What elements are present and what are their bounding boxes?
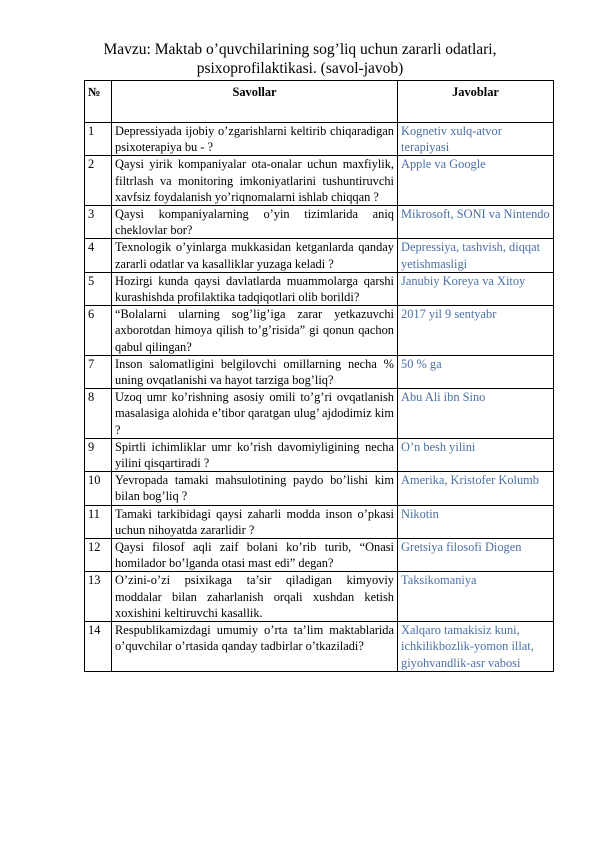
row-number: 13 — [85, 572, 112, 622]
row-answer: Abu Ali ibn Sino — [398, 389, 554, 439]
table-row — [85, 622, 554, 672]
row-question: Hozirgi kunda qaysi davlatlarda muammolarga qarshi kurashishda profilaktika tadqiqotlari olib borildi? — [112, 272, 398, 305]
header-answers: Javoblar — [398, 81, 554, 123]
table-row — [85, 472, 554, 505]
header-number: № — [85, 81, 112, 123]
row-answer: 2017 yil 9 sentyabr — [398, 306, 554, 356]
qa-table — [84, 80, 554, 672]
row-number: 4 — [85, 239, 112, 272]
row-question: Texnologik o’yinlarga mukkasidan ketganlarda qanday zararli odatlar va kasalliklar yuzaga keladi ? — [112, 239, 398, 272]
row-question: O’zini-o’zi psixikaga ta’sir qiladigan kimyoviy moddalar bilan zaharlanish orqali xushdan ketish xoxishini keltiruvchi kasallik. — [112, 572, 398, 622]
row-number: 8 — [85, 389, 112, 439]
row-answer: Taksikomaniya — [398, 572, 554, 622]
row-answer: Kognetiv xulq-atvor terapiyasi — [398, 123, 554, 156]
row-number: 14 — [85, 622, 112, 672]
table-row — [85, 389, 554, 439]
table-row — [85, 272, 554, 305]
table-row — [85, 156, 554, 206]
row-answer: Mikrosoft, SONI va Nintendo — [398, 206, 554, 239]
table-row — [85, 572, 554, 622]
row-number: 3 — [85, 206, 112, 239]
table-row — [85, 206, 554, 239]
row-answer: 50 % ga — [398, 355, 554, 388]
row-answer: Gretsiya filosofi Diogen — [398, 539, 554, 572]
row-number: 12 — [85, 539, 112, 572]
page-title — [60, 40, 540, 78]
row-answer: O’n besh yilini — [398, 438, 554, 471]
row-question: Yevropada tamaki mahsulotining paydo bo’lishi kim bilan bog’liq ? — [112, 472, 398, 505]
table-row — [85, 539, 554, 572]
row-answer: Apple va Google — [398, 156, 554, 206]
row-answer: Amerika, Kristofer Kolumb — [398, 472, 554, 505]
row-question: Uzoq umr ko’rishning asosiy omili to’g’ri ovqatlanish masalasiga alohida e’tibor qaratgan ulug’ ajdodimiz kim ? — [112, 389, 398, 439]
row-question: Tamaki tarkibidagi qaysi zaharli modda inson o’pkasi uchun nihoyatda zararlidir ? — [112, 505, 398, 538]
row-answer: Janubiy Koreya va Xitoy — [398, 272, 554, 305]
row-question: Qaysi kompaniyalarning o’yin tizimlarida aniq cheklovlar bor? — [112, 206, 398, 239]
row-number: 7 — [85, 355, 112, 388]
table-row — [85, 505, 554, 538]
row-question: Depressiyada ijobiy o’zgarishlarni keltirib chiqaradigan psixoterapiya bu - ? — [112, 123, 398, 156]
row-answer: Nikotin — [398, 505, 554, 538]
row-question: Inson salomatligini belgilovchi omillarning necha % uning ovqatlanishi va hayot tarziga bog’liq? — [112, 355, 398, 388]
row-question: “Bolalarni ularning sog’lig’iga zarar yetkazuvchi axborotdan himoya qilish to’g’risida” gi qonun qachon qabul qilingan? — [112, 306, 398, 356]
row-number: 9 — [85, 438, 112, 471]
row-question: Qaysi yirik kompaniyalar ota-onalar uchun maxfiylik, filtrlash va monitoring imkoniyatlarini tushuntiruvchi xavfsiz foydalanish yo’riqnomalarni ishlab chiqqan ? — [112, 156, 398, 206]
table-row — [85, 239, 554, 272]
row-answer: Xalqaro tamakisiz kuni, ichkilikbozlik-yomon illat, giyohvandlik-asr vabosi — [398, 622, 554, 672]
row-answer: Depressiya, tashvish, diqqat yetishmasligi — [398, 239, 554, 272]
table-row — [85, 306, 554, 356]
table-row — [85, 123, 554, 156]
row-number: 1 — [85, 123, 112, 156]
row-number: 5 — [85, 272, 112, 305]
table-row — [85, 438, 554, 471]
title-line-1: Mavzu: Maktab o’quvchilarining sog’liq uchun zararli odatlari, — [103, 41, 497, 58]
table-header-row — [85, 81, 554, 123]
row-number: 2 — [85, 156, 112, 206]
table-row — [85, 355, 554, 388]
row-question: Spirtli ichimliklar umr ko’rish davomiyligining necha yilini qisqartiradi ? — [112, 438, 398, 471]
title-line-2: psixoprofilaktikasi. (savol-javob) — [196, 60, 404, 77]
row-question: Respublikamizdagi umumiy o’rta ta’lim maktablarida o’quvchilar o’rtasida qanday tadbirlar o’tkaziladi? — [112, 622, 398, 672]
row-question: Qaysi filosof aqli zaif bolani ko’rib turib, “Onasi homilador bo’lganda otasi mast edi” degan? — [112, 539, 398, 572]
row-number: 6 — [85, 306, 112, 356]
row-number: 11 — [85, 505, 112, 538]
header-questions: Savollar — [112, 81, 398, 123]
row-number: 10 — [85, 472, 112, 505]
